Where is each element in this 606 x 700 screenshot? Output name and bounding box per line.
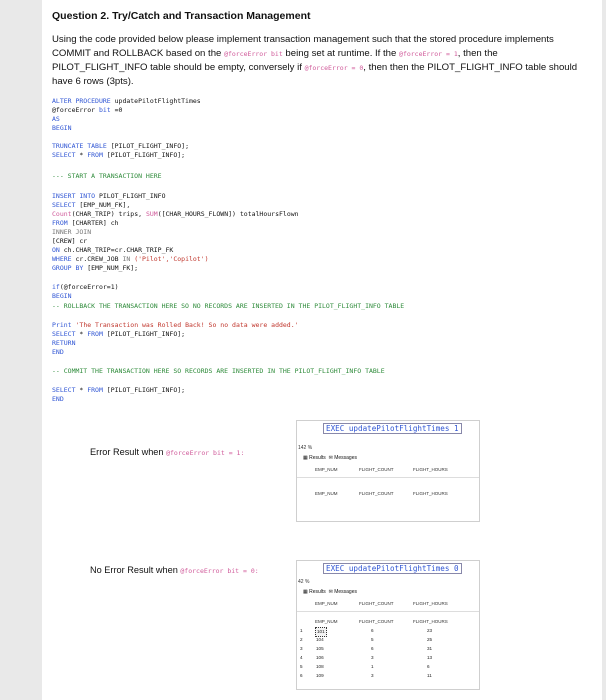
tab-messages[interactable]: Messages [334, 455, 357, 461]
desc-text-4: , then then the PILOT_FLIGHT_INFO table should have 6 rows (3pts). [52, 62, 578, 87]
tab-messages[interactable]: Messages [334, 589, 357, 595]
message-icon: ✉ [328, 455, 333, 461]
error-result-label: Error Result when @forceError bit = 1: [90, 447, 245, 457]
code-line: INNER JOIN [52, 228, 92, 236]
code-line: TRUNCATE TABLE [PILOT_FLIGHT_INFO]; [52, 142, 189, 150]
exec-statement: EXEC updatePilotFlightTimes 1 [323, 423, 462, 434]
desc-var-3: @forceError = 0 [304, 64, 364, 72]
code-line: BEGIN [52, 292, 72, 300]
code-line: if(@forceError=1) [52, 283, 119, 291]
tab-results[interactable]: Results [309, 455, 326, 461]
column-header: FLIGHT_COUNT [359, 491, 394, 496]
desc-var-2: @forceError = 1 [399, 50, 458, 58]
grid-icon: ▦ [303, 589, 308, 595]
result-tabs [303, 589, 357, 595]
code-comment: --- START A TRANSACTION HERE [52, 172, 162, 180]
code-line: WHERE cr.CREW_JOB IN ('Pilot','Copilot') [52, 255, 209, 263]
code-comment: -- ROLLBACK THE TRANSACTION HERE SO NO RECORDS ARE INSERTED IN THE PILOT_FLIGHT_INFO TABLE [52, 302, 405, 310]
document-page [42, 0, 602, 700]
column-header: FLIGHT_HOURS [413, 619, 448, 624]
code-line: SELECT * FROM [PILOT_FLIGHT_INFO]; [52, 386, 186, 394]
code-line: Print 'The Transaction was Rolled Back! So no data were added.' [52, 321, 299, 329]
desc-var-1: @forceError bit [224, 50, 283, 58]
code-line: Count(CHAR_TRIP) trips, SUM([CHAR_HOURS_FLOWN]) totalHoursFlown [52, 210, 299, 218]
column-header: EMP_NUM [315, 467, 338, 472]
desc-text-3: , then the PILOT_FLIGHT_INFO table should be empty, conversely if [52, 48, 498, 73]
column-header: FLIGHT_HOURS [413, 601, 448, 606]
no-error-result-screenshot: EXEC updatePilotFlightTimes 0 42 % ▦ Results ✉ Messages EMP_NUM FLIGHT_COUNT FLIGHT_HOURS EMP_NUM FLIGHT_COUNT FLIGHT_HOURS 1 101 6 23 2 104 5 25 3 105 6 31 4 106 3 13 5 108 1 6 6 109 3 11 [296, 560, 480, 690]
code-line: SELECT [EMP_NUM_FK], [52, 201, 131, 209]
code-line: SELECT * FROM [PILOT_FLIGHT_INFO]; [52, 151, 186, 159]
code-line: AS [52, 115, 60, 123]
result-tabs [303, 455, 357, 461]
column-header: FLIGHT_COUNT [359, 619, 394, 624]
code-line: FROM [CHARTER] ch [52, 219, 119, 227]
tab-results[interactable]: Results [309, 589, 326, 595]
code-comment: -- COMMIT THE TRANSACTION HERE SO RECORDS ARE INSERTED IN THE PILOT_FLIGHT_INFO TABLE [52, 367, 385, 375]
code-line: INSERT INTO PILOT_FLIGHT_INFO [52, 192, 166, 200]
column-header: FLIGHT_COUNT [359, 601, 394, 606]
column-header: FLIGHT_HOURS [413, 491, 448, 496]
column-header: FLIGHT_COUNT [359, 467, 394, 472]
code-line: END [52, 348, 64, 356]
zoom-level: 42 % [298, 579, 310, 585]
grid-icon: ▦ [303, 455, 308, 461]
desc-text-2: being set at runtime. If the [282, 48, 400, 59]
code-line: GROUP BY [EMP_NUM_FK]; [52, 264, 139, 272]
no-error-result-label: No Error Result when @forceError bit = 0: [90, 565, 259, 575]
code-line: RETURN [52, 339, 76, 347]
column-header: EMP_NUM [315, 619, 338, 624]
message-icon: ✉ [328, 589, 333, 595]
code-line: ALTER PROCEDURE updatePilotFlightTimes [52, 97, 201, 105]
code-line: BEGIN [52, 124, 72, 132]
code-line: [CREW] cr [52, 237, 88, 245]
exec-statement: EXEC updatePilotFlightTimes 0 [323, 563, 462, 574]
column-header: EMP_NUM [315, 601, 338, 606]
zoom-level: 142 % [298, 445, 313, 451]
question-title: Question 2. Try/Catch and Transaction Management [52, 10, 311, 22]
column-header: EMP_NUM [315, 491, 338, 496]
error-result-screenshot [296, 420, 480, 522]
column-header: FLIGHT_HOURS [413, 467, 448, 472]
desc-text-1: Using the code provided below please implement transaction management such that the stored procedure implements COMMIT and ROLLBACK based on the [52, 34, 554, 59]
question-description [52, 33, 592, 89]
code-line: END [52, 395, 64, 403]
code-line: SELECT * FROM [PILOT_FLIGHT_INFO]; [52, 330, 186, 338]
code-line: @forceError bit =0 [52, 106, 123, 114]
code-line: ON ch.CHAR_TRIP=cr.CHAR_TRIP_FK [52, 246, 174, 254]
